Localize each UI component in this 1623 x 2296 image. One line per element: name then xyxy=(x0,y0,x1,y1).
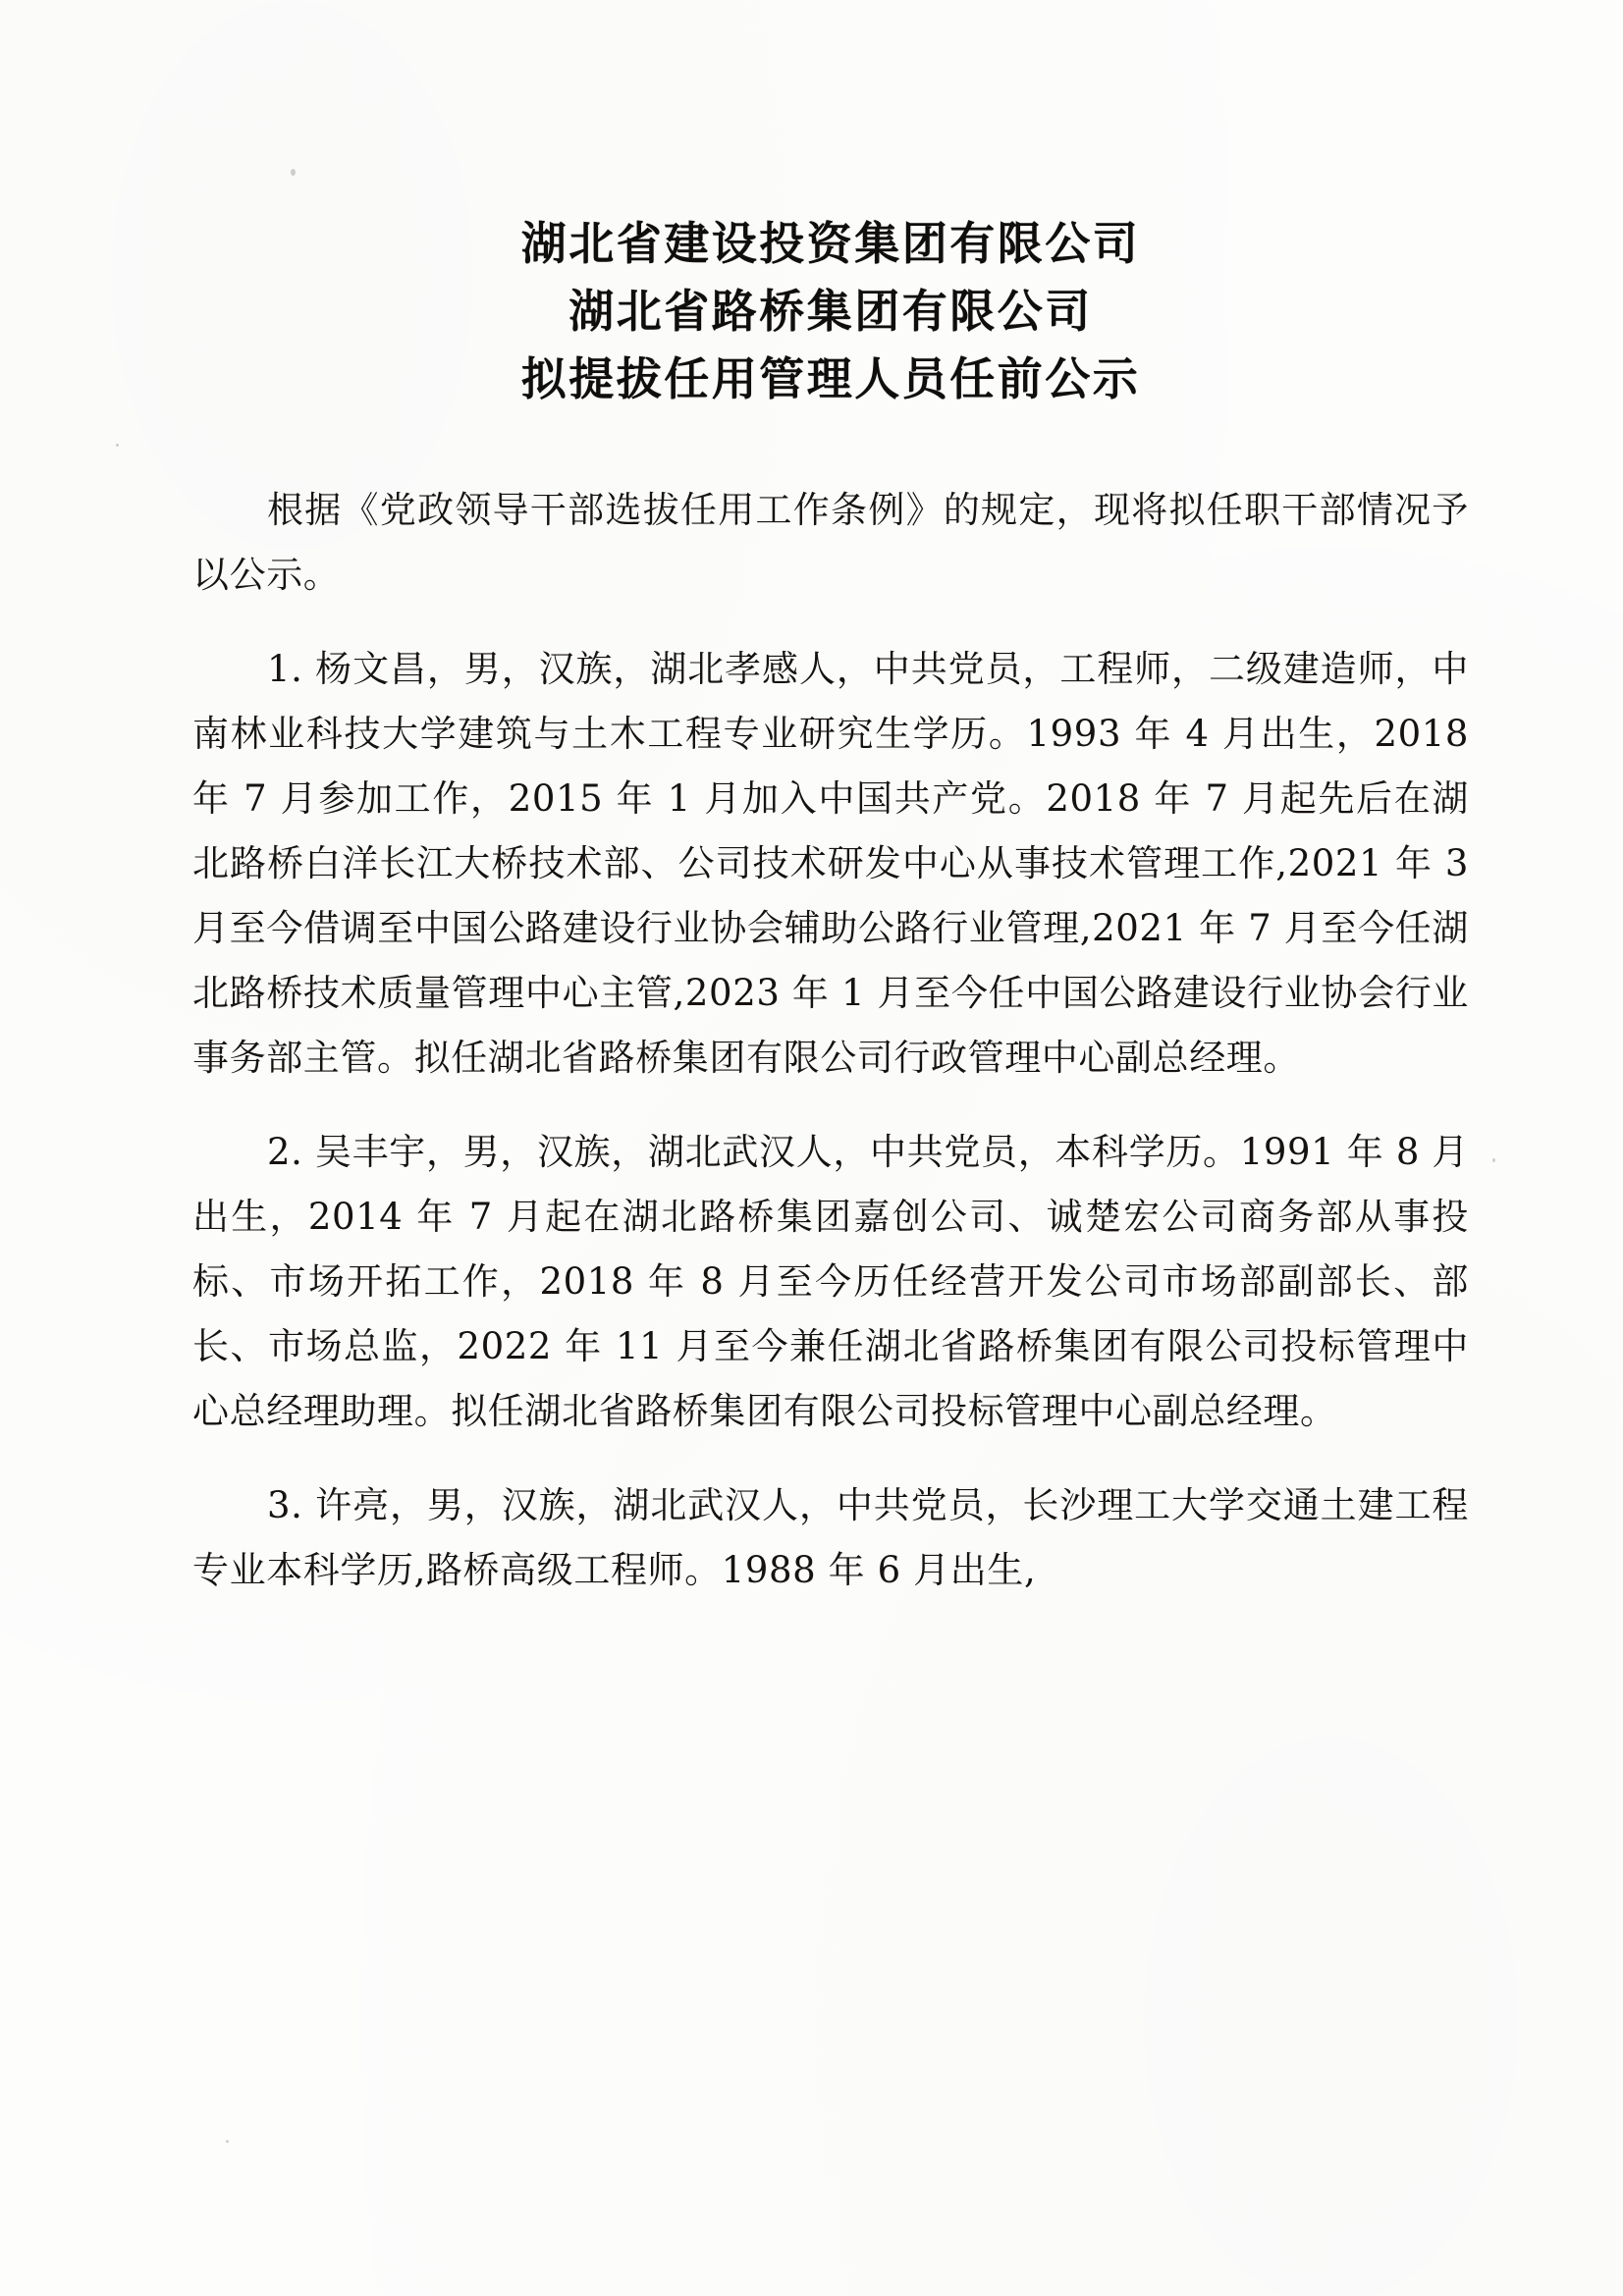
scan-speck xyxy=(226,2140,229,2143)
paragraph-person-1: 1. 杨文昌，男，汉族，湖北孝感人，中共党员，工程师，二级建造师，中南林业科技大学建筑与土木工程专业研究生学历。1993 年 4 月出生，2018 年 7 月参加工作，2015 年 1 月加入中国共产党。2018 年 7 月起先后在湖北路桥白洋长江大桥技术部、公司技术研发中心从事技术管理工作,2021 年 3 月至今借调至中国公路建设行业协会辅助公路行业管理,2021 年 7 月至今任湖北路桥技术质量管理中心主管,2023 年 1 月至今任中国公路建设行业协会行业事务部主管。拟任湖北省路桥集团有限公司行政管理中心副总经理。 xyxy=(192,648,1469,1079)
title-line-3: 拟提拔任用管理人员任前公示 xyxy=(520,352,1141,405)
document-body xyxy=(192,478,1469,1603)
scan-speck xyxy=(1492,1158,1495,1162)
scan-speck xyxy=(116,444,119,447)
title-line-1: 湖北省建设投资集团有限公司 xyxy=(520,217,1141,270)
document-title xyxy=(192,210,1469,413)
title-line-2: 湖北省路桥集团有限公司 xyxy=(568,285,1093,338)
paragraph-intro: 根据《党政领导干部选拔任用工作条例》的规定，现将拟任职干部情况予以公示。 xyxy=(192,489,1469,596)
paragraph-person-3: 3. 许亮，男，汉族，湖北武汉人，中共党员，长沙理工大学交通土建工程专业本科学历,路桥高级工程师。1988 年 6 月出生, xyxy=(192,1484,1469,1591)
paragraph-person-2: 2. 吴丰宇，男，汉族，湖北武汉人，中共党员，本科学历。1991 年 8 月出生，2014 年 7 月起在湖北路桥集团嘉创公司、诚楚宏公司商务部从事投标、市场开拓工作，2018 年 8 月至今历任经营开发公司市场部副部长、部长、市场总监，2022 年 11 月至今兼任湖北省路桥集团有限公司投标管理中心总经理助理。拟任湖北省路桥集团有限公司投标管理中心副总经理。 xyxy=(192,1131,1469,1432)
document-content xyxy=(192,0,1469,1611)
